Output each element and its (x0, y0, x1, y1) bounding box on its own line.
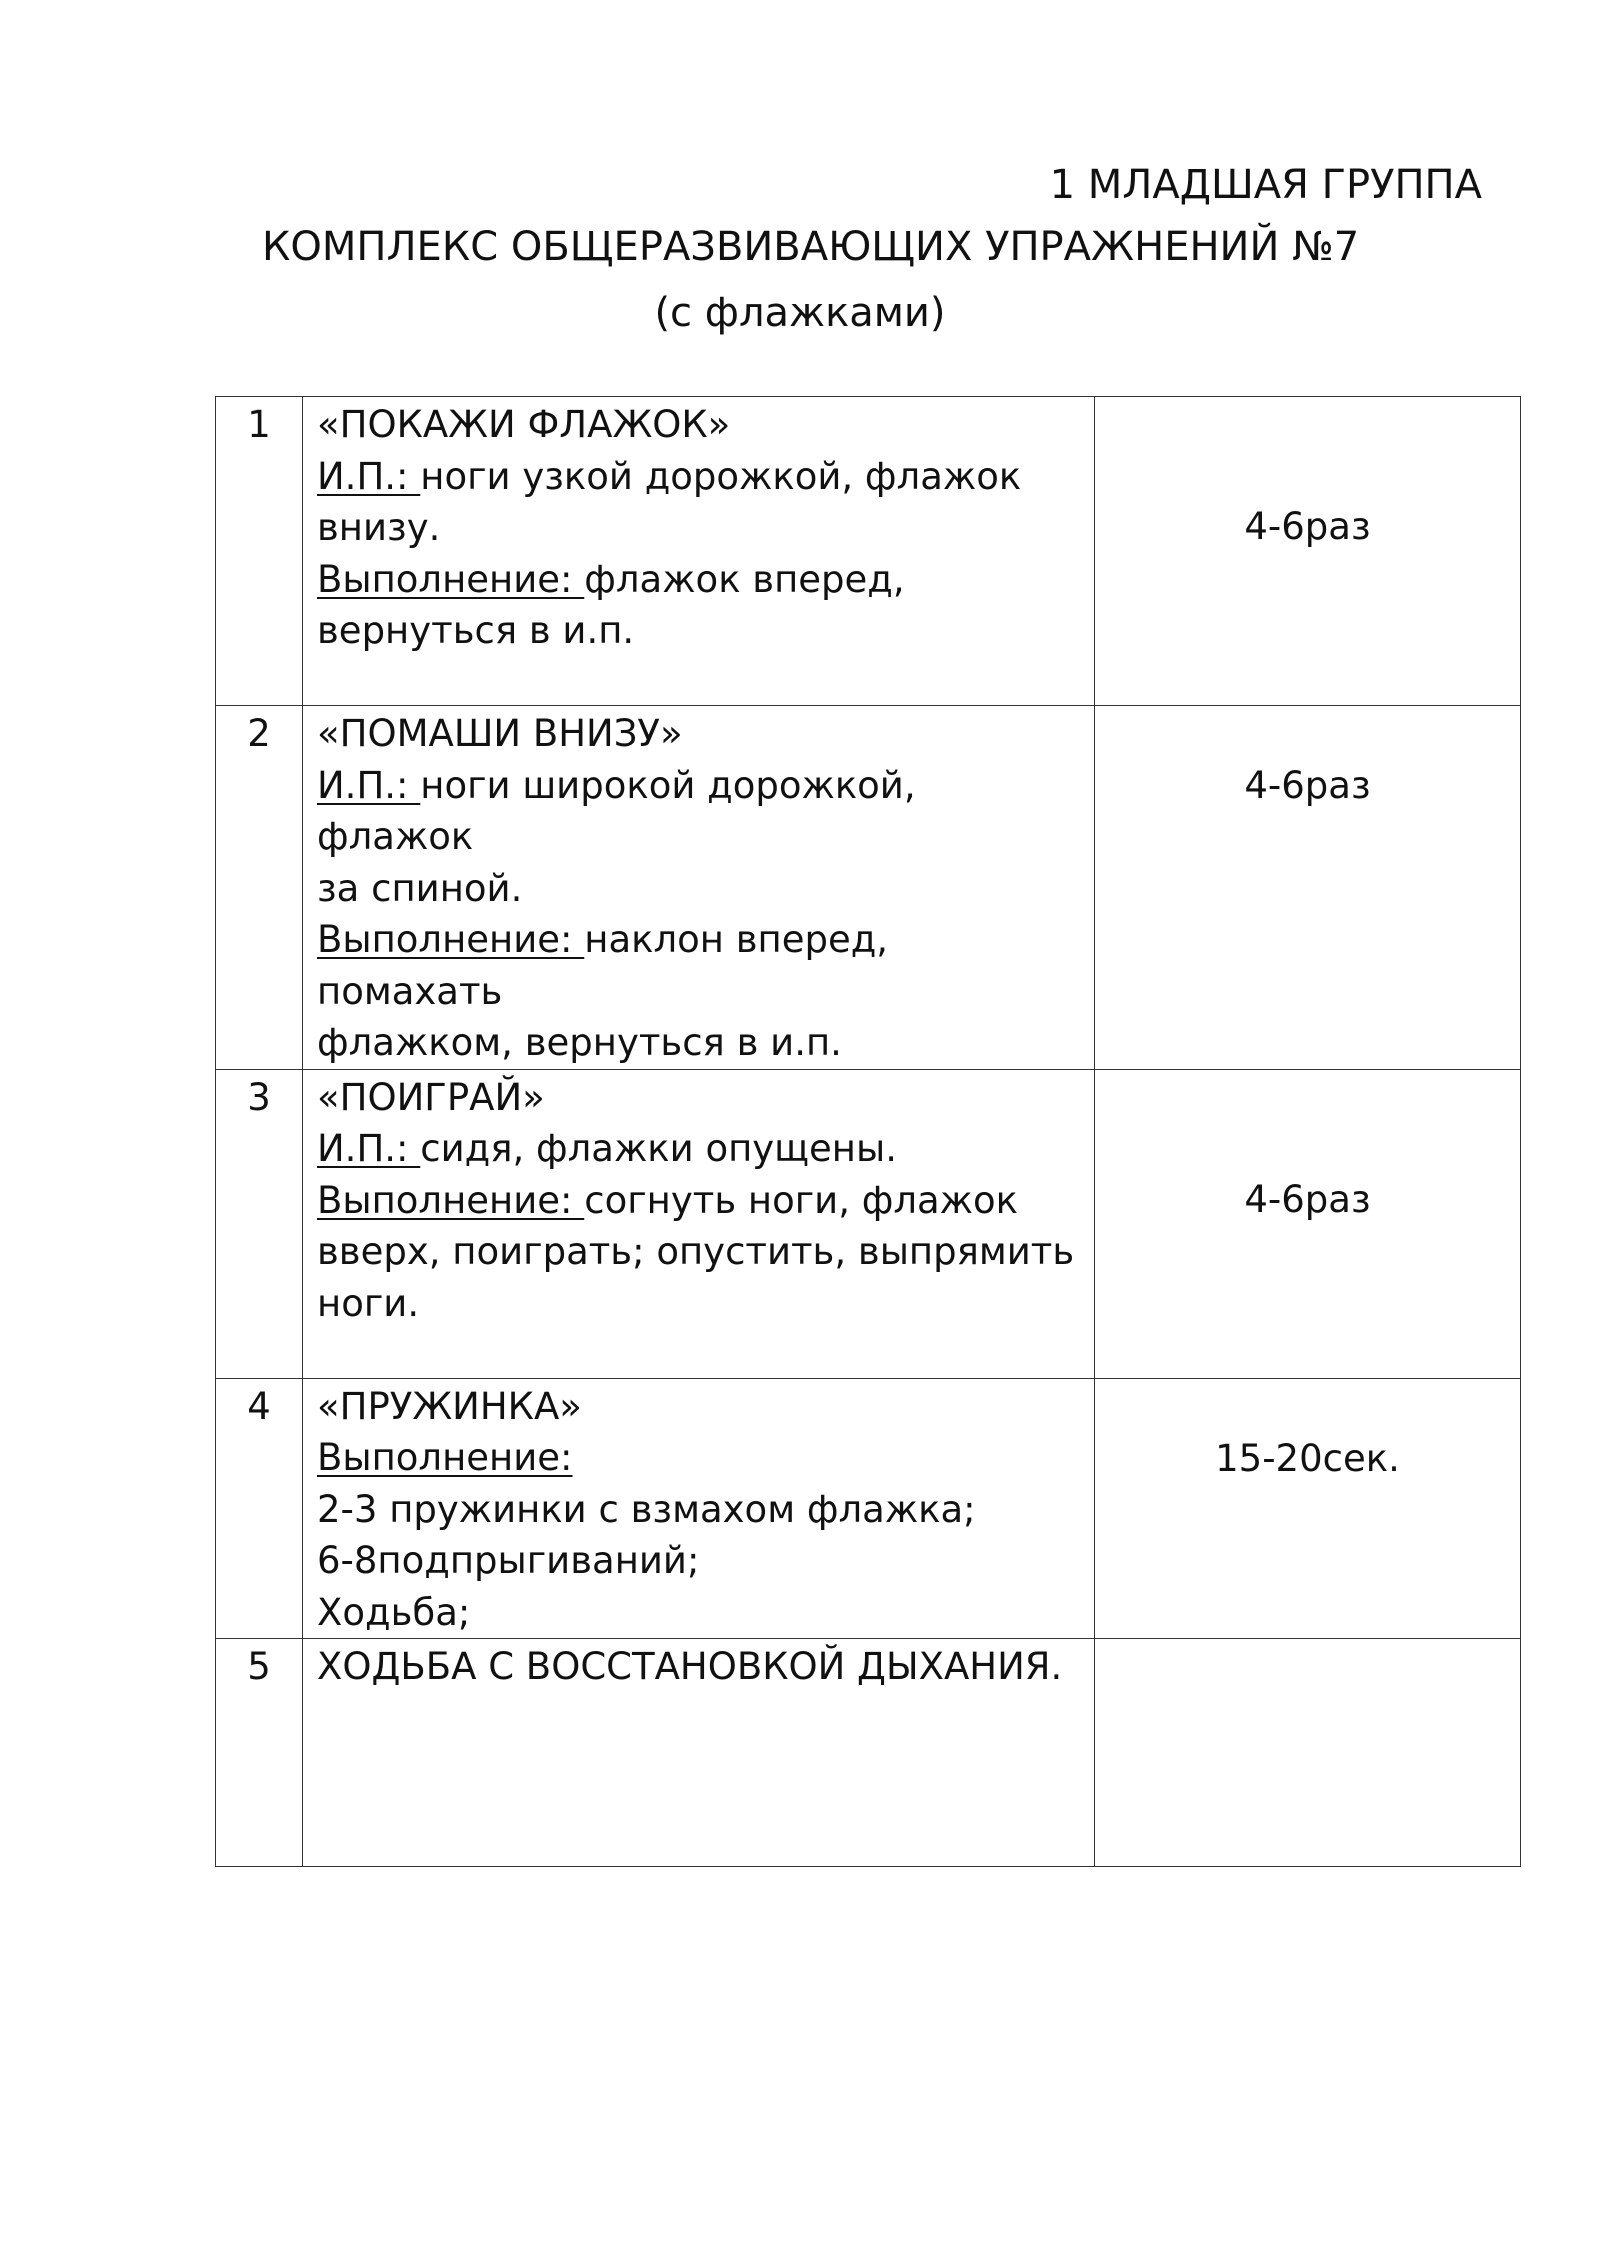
exercise-name: ХОДЬБА С ВОССТАНОВКОЙ ДЫХАНИЯ. (317, 1645, 1063, 1688)
exercise-number: 5 (216, 1639, 303, 1867)
execution-cont: флажком, вернуться в и.п. (317, 1021, 842, 1064)
execution-label: Выполнение: (317, 918, 585, 961)
repetitions (1095, 1639, 1521, 1867)
start-position-text: ноги широкой дорожкой, флажок (317, 763, 916, 858)
exercise-description (303, 1378, 1095, 1639)
repetitions: 4-6раз (1095, 1069, 1521, 1378)
exercise-number: 4 (216, 1378, 303, 1639)
execution-step: Ходьба; (317, 1590, 471, 1634)
exercise-description (303, 1069, 1095, 1378)
start-position-text: ноги узкой дорожкой, флажок (420, 454, 1022, 498)
table-row (216, 1069, 1521, 1378)
exercise-description (303, 1639, 1095, 1867)
execution (317, 1175, 1082, 1227)
execution-cont: ноги. (317, 1281, 420, 1325)
start-position (317, 760, 1082, 863)
execution-text: флажок вперед, (584, 557, 905, 601)
start-position-cont: за спиной. (317, 866, 523, 910)
exercise-name: «ПОКАЖИ ФЛАЖОК» (317, 403, 731, 446)
execution-text: наклон вперед, помахать (317, 918, 889, 1013)
exercise-number: 2 (216, 706, 303, 1070)
execution-label: Выполнение: (317, 557, 585, 601)
execution-step: 6-8подпрыгиваний; (317, 1539, 700, 1582)
execution-label: Выполнение: (317, 1436, 573, 1479)
exercises-table (215, 396, 1521, 1867)
table-row (216, 397, 1521, 706)
start-position-text: сидя, флажки опущены. (420, 1127, 897, 1170)
repetitions: 15-20сек. (1095, 1378, 1521, 1639)
execution-cont: вернуться в и.п. (317, 609, 635, 652)
table-row (216, 1378, 1521, 1639)
exercise-number: 1 (216, 397, 303, 706)
table-row (216, 1639, 1521, 1867)
exercise-description (303, 706, 1095, 1070)
start-position-label: И.П.: (317, 454, 421, 498)
start-position-cont: внизу. (317, 506, 441, 549)
repetitions: 4-6раз (1095, 706, 1521, 1070)
exercise-number: 3 (216, 1069, 303, 1378)
execution (317, 554, 1082, 606)
execution-text: согнуть ноги, флажок (584, 1178, 1019, 1222)
group-heading: 1 МЛАДШАЯ ГРУППА (1049, 162, 1482, 208)
execution-cont: вверх, поиграть; опустить, выпрямить (317, 1230, 1075, 1273)
start-position-label: И.П.: (317, 1127, 421, 1170)
start-position (317, 1123, 1082, 1175)
execution (317, 914, 1082, 1017)
execution-label: Выполнение: (317, 1178, 585, 1222)
start-position-label: И.П.: (317, 763, 421, 807)
exercise-name: «ПОМАШИ ВНИЗУ» (317, 712, 683, 755)
exercise-name: «ПОИГРАЙ» (317, 1075, 545, 1119)
table-row (216, 706, 1521, 1070)
start-position (317, 451, 1082, 503)
subtitle-text: (с флажками) (654, 290, 946, 336)
document-title: КОМПЛЕКС ОБЩЕРАЗВИВАЮЩИХ УПРАЖНЕНИЙ №7 (262, 224, 1360, 270)
exercise-description (303, 397, 1095, 706)
repetitions: 4-6раз (1095, 397, 1521, 706)
execution-step: 2-3 пружинки с взмахом флажка; (317, 1487, 976, 1531)
exercise-name: «ПРУЖИНКА» (317, 1384, 582, 1428)
document-subtitle (0, 289, 1600, 337)
